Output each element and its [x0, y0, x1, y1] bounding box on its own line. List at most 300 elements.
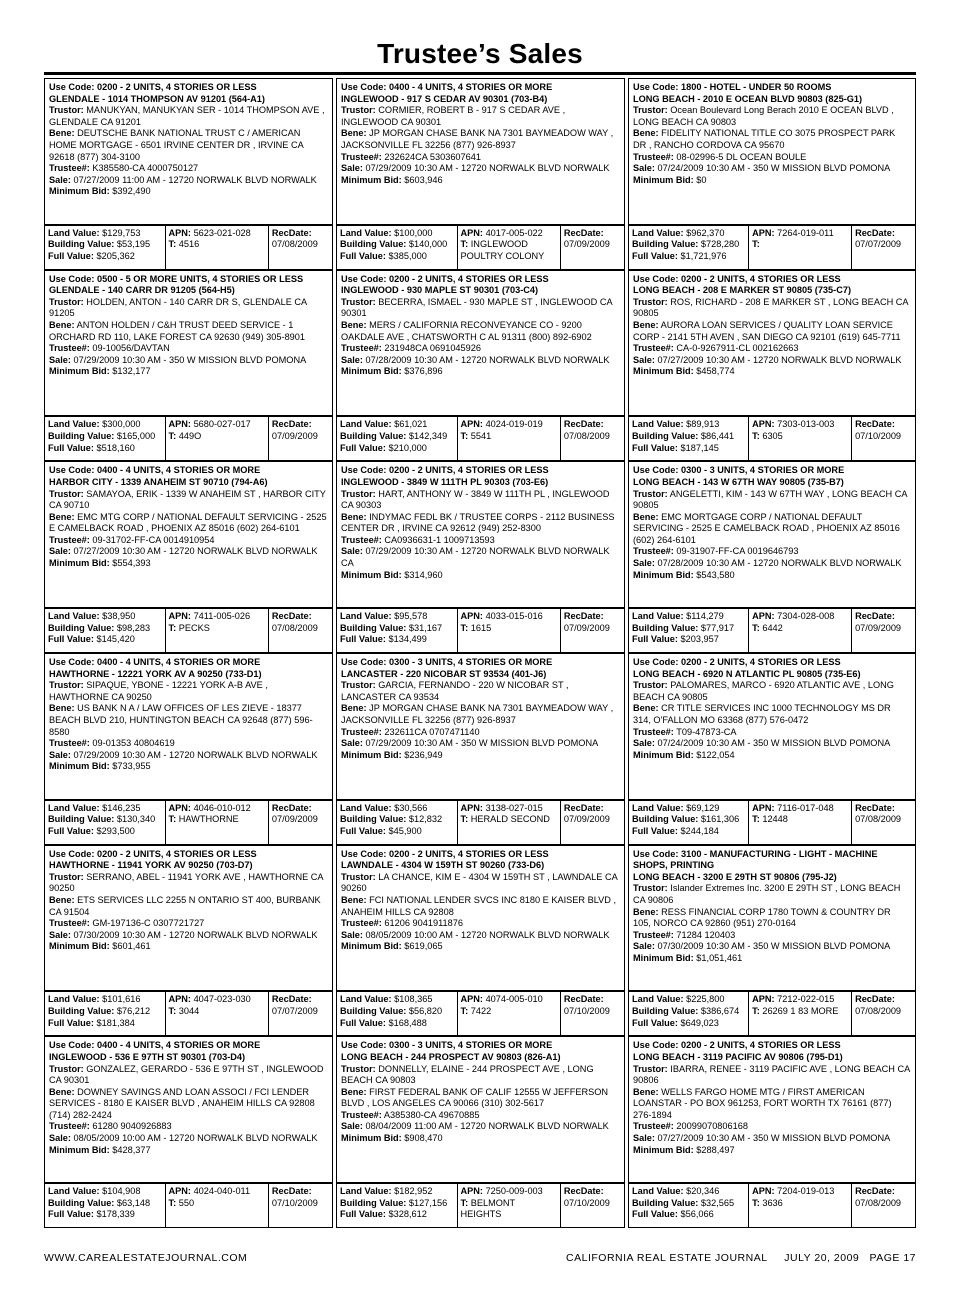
- apn-value: 4024-019-019: [485, 419, 543, 430]
- bene-value: US BANK N A / LAW OFFICES OF LES ZIEVE - 18377 BEACH BLVD 210, HUNTINGTON BEACH CA 92648 (877) 596-8580: [49, 703, 313, 737]
- full-value: $45,900: [388, 825, 422, 836]
- t-label: T:: [460, 1005, 469, 1016]
- t-label: T:: [460, 1197, 469, 1208]
- full-value-label: Full Value:: [48, 634, 94, 645]
- footer-publication: CALIFORNIA REAL ESTATE JOURNAL JULY 20, 2009 PAGE 17: [566, 1252, 916, 1264]
- address-line: [341, 94, 620, 106]
- apn-line: [461, 228, 557, 240]
- full-value-line: [340, 443, 454, 455]
- trustee-value: 09-31702-FF-CA 0014910954: [92, 534, 215, 545]
- sale-value: 07/29/2009 10:30 AM - 12720 NORWALK BLVD NORWALK: [73, 749, 318, 760]
- full-value-line: [48, 443, 162, 455]
- building-value: $165,000: [116, 430, 156, 441]
- sale-label: Sale:: [341, 738, 363, 749]
- listing-card: [628, 845, 916, 1037]
- listing-details: [337, 846, 624, 991]
- full-value-label: Full Value:: [48, 825, 94, 836]
- rec-date-value-line: [564, 623, 621, 635]
- listing-card: [628, 270, 916, 462]
- sale-line: [633, 941, 911, 953]
- trustor-line: [49, 872, 328, 895]
- land-value-label: Land Value:: [632, 419, 684, 430]
- sale-label: Sale:: [49, 749, 71, 760]
- listing-values: [337, 224, 624, 269]
- building-value-line: [48, 1006, 162, 1018]
- apn-value: 7264-019-011: [777, 227, 834, 238]
- use-code-line: [633, 1040, 911, 1052]
- rec-date-column: [269, 992, 332, 1035]
- land-value-line: [340, 1186, 454, 1198]
- use-code-line: [633, 657, 911, 669]
- property-address: INGLEWOOD - 536 E 97TH ST 90301 (703-D4): [49, 1051, 246, 1062]
- apn-value: 4074-005-010: [485, 994, 543, 1005]
- trustee-value: CA0936631-1 1009713593: [384, 534, 495, 545]
- land-value-label: Land Value:: [48, 802, 100, 813]
- trustee-label: Trustee#:: [633, 726, 674, 737]
- use-code-line: [341, 82, 620, 94]
- use-code: Use Code: 0200 - 2 UNITS, 4 STORIES OR LESS: [633, 1040, 841, 1051]
- property-address: LAWNDALE - 4304 W 159TH ST 90260 (733-D6): [341, 860, 545, 871]
- property-address: GLENDALE - 140 CARR DR 91205 (564-H5): [49, 285, 235, 296]
- listing-values: [629, 990, 915, 1035]
- rec-date-column: [852, 801, 915, 844]
- rec-date-label: RecDate:: [271, 611, 312, 621]
- full-value: $134,499: [388, 634, 427, 645]
- land-value-label: Land Value:: [340, 1186, 392, 1196]
- building-value: $32,565: [700, 1197, 735, 1208]
- min-bid-label: Minimum Bid:: [49, 1144, 110, 1155]
- trustor-line: [633, 680, 911, 703]
- t-value: 4516: [178, 239, 200, 250]
- t-label: T:: [752, 1197, 760, 1208]
- listing-card: [628, 461, 916, 653]
- apn-value: 7116-017-048: [777, 802, 834, 813]
- min-bid-value: $543,580: [696, 569, 735, 580]
- min-bid-value: $376,896: [404, 366, 443, 377]
- listing-card: [44, 653, 333, 845]
- listing-card: [44, 1036, 333, 1228]
- trustee-value: CA-0-9267911-CL 002162663: [676, 343, 799, 354]
- values-column: [337, 1184, 458, 1227]
- t-line: [169, 814, 265, 826]
- sale-line: [49, 355, 328, 367]
- values-column: [337, 992, 458, 1035]
- bene-line: [49, 128, 328, 163]
- trustee-label: Trustee#:: [633, 151, 674, 162]
- building-value-label: Building Value:: [340, 239, 407, 250]
- min-bid-value: $0: [696, 174, 707, 185]
- trustee-label: Trustee#:: [49, 534, 90, 545]
- values-column: [337, 801, 458, 844]
- sale-value: 07/30/2009 10:30 AM - 350 W MISSION BLVD POMONA: [657, 941, 891, 952]
- rec-date-value: 07/08/2009: [855, 1005, 902, 1016]
- bene-line: [633, 512, 911, 547]
- use-code: Use Code: 0400 - 4 UNITS, 4 STORIES OR MORE: [341, 82, 553, 92]
- apn-value: 4046-010-012: [193, 802, 251, 813]
- bene-value: EMC MTG CORP / NATIONAL DEFAULT SERVICING - 2525 E CAMELBACK ROAD , PHOENIX AZ 85016 (602) 264-6101: [49, 511, 327, 534]
- rec-date-value: 07/09/2009: [855, 622, 902, 633]
- apn-value: 7303-013-003: [777, 419, 835, 430]
- trustor-line: [341, 680, 620, 703]
- t-value: BELMONT HEIGHTS: [460, 1197, 515, 1220]
- use-code-line: [49, 657, 328, 669]
- t-line: [752, 1198, 848, 1210]
- trustor-line: [341, 297, 620, 320]
- trustor-value: Ocean Boulevard Long Berach 2010 E OCEAN BLVD , LONG BEACH CA 90803: [633, 105, 894, 127]
- bene-value: FIDELITY NATIONAL TITLE CO 3075 PROSPECT PARK DR , RANCHO CORDOVA CA 95670: [633, 128, 896, 150]
- t-line: [461, 814, 557, 826]
- building-value-line: [340, 814, 454, 826]
- apn-column: [166, 417, 269, 460]
- land-value: $129,753: [102, 227, 141, 238]
- trustor-value: ANGELETTI, KIM - 143 W 67TH WAY , LONG BEACH CA 90805: [633, 488, 907, 511]
- bene-value: JP MORGAN CHASE BANK NA 7301 BAYMEADOW WAY , JACKSONVILLE FL 32256 (877) 926-8937: [341, 703, 614, 725]
- rec-date-value-line: [272, 1006, 329, 1018]
- trustor-label: Trustor:: [49, 105, 84, 116]
- bene-value: JP MORGAN CHASE BANK NA 7301 BAYMEADOW WAY , JACKSONVILLE FL 32256 (877) 926-8937: [341, 128, 614, 150]
- address-line: [633, 872, 911, 884]
- rec-date-label: RecDate:: [855, 802, 895, 813]
- use-code: Use Code: 0200 - 2 UNITS, 4 STORIES OR LESS: [341, 273, 549, 284]
- t-line: [752, 1006, 848, 1018]
- min-bid-value: $603,946: [404, 174, 443, 185]
- sale-value: 07/30/2009 10:30 AM - 12720 NORWALK BLVD NORWALK: [73, 929, 318, 940]
- use-code-line: [341, 274, 620, 286]
- sale-line: [341, 546, 620, 569]
- trustor-value: HART, ANTHONY W - 3849 W 111TH PL , INGLEWOOD CA 90303: [341, 488, 610, 511]
- min-bid-line: [633, 570, 911, 582]
- bene-label: Bene:: [633, 128, 659, 139]
- bene-line: [341, 320, 620, 343]
- bene-value: ETS SERVICES LLC 2255 N ONTARIO ST 400, BURBANK CA 91504: [49, 895, 321, 917]
- listing-card: [336, 653, 625, 845]
- trustee-label: Trustee#:: [633, 929, 674, 940]
- rec-date-value-line: [855, 431, 912, 443]
- rec-date-label-line: [272, 1186, 329, 1198]
- rec-date-column: [852, 226, 915, 269]
- sale-label: Sale:: [341, 1121, 363, 1132]
- rec-date-label: RecDate:: [563, 994, 604, 1005]
- t-line: [169, 1198, 265, 1210]
- trustee-label: Trustee#:: [49, 343, 90, 354]
- apn-line: [461, 803, 557, 815]
- rec-date-column: [269, 801, 332, 844]
- sale-label: Sale:: [341, 546, 363, 557]
- full-value-line: [340, 251, 454, 263]
- full-value-label: Full Value:: [632, 825, 678, 836]
- bene-label: Bene:: [341, 320, 367, 331]
- t-label: T:: [168, 430, 177, 441]
- address-line: [49, 477, 328, 489]
- full-value-label: Full Value:: [632, 1017, 678, 1028]
- apn-column: [166, 801, 269, 844]
- rec-date-label: RecDate:: [271, 994, 312, 1005]
- sale-line: [341, 1121, 620, 1133]
- property-address: INGLEWOOD - 3849 W 111TH PL 90303 (703-E6): [341, 476, 549, 487]
- rec-date-label-line: [272, 994, 329, 1006]
- listing-values: [45, 1182, 332, 1227]
- bene-line: [341, 128, 620, 151]
- building-value-line: [48, 623, 162, 635]
- sale-line: [633, 355, 911, 367]
- rec-date-value-line: [272, 1198, 329, 1210]
- rec-date-column: [852, 1184, 915, 1227]
- rec-date-label: RecDate:: [271, 802, 312, 813]
- rec-date-value-line: [855, 1006, 912, 1018]
- listings-grid: [44, 78, 916, 1228]
- land-value-label: Land Value:: [48, 227, 100, 238]
- apn-line: [169, 994, 265, 1006]
- apn-line: [752, 1186, 848, 1198]
- trustor-value: MANUKYAN, MANUKYAN SER - 1014 THOMPSON AVE , GLENDALE CA 91201: [49, 105, 325, 127]
- land-value: $38,950: [102, 611, 136, 621]
- rec-date-column: [269, 609, 332, 652]
- land-value-line: [340, 994, 454, 1006]
- building-value-line: [340, 431, 454, 443]
- apn-line: [752, 994, 848, 1006]
- rec-date-label-line: [855, 803, 912, 815]
- trustor-value: GONZALEZ, GERARDO - 536 E 97TH ST , INGLEWOOD CA 90301: [49, 1063, 324, 1086]
- use-code-line: [49, 274, 328, 286]
- bene-label: Bene:: [49, 1086, 75, 1097]
- trustor-line: [341, 872, 620, 895]
- full-value-label: Full Value:: [48, 442, 94, 453]
- full-value-label: Full Value:: [340, 442, 386, 453]
- land-value: $101,616: [102, 994, 141, 1005]
- building-value: $53,195: [116, 239, 151, 250]
- apn-column: [458, 801, 561, 844]
- rec-date-label-line: [272, 419, 329, 431]
- apn-value: 7304-028-008: [777, 611, 835, 621]
- full-value-label: Full Value:: [48, 250, 94, 261]
- use-code: Use Code: 0300 - 3 UNITS, 4 STORIES OR MORE: [341, 657, 553, 667]
- trustor-label: Trustor:: [633, 1063, 668, 1074]
- building-value-line: [48, 1198, 162, 1210]
- use-code-line: [633, 274, 911, 286]
- building-value: $130,340: [116, 814, 156, 825]
- building-value-label: Building Value:: [632, 430, 699, 441]
- building-value: $728,280: [700, 239, 740, 250]
- building-value-line: [340, 1006, 454, 1018]
- sale-label: Sale:: [633, 941, 655, 952]
- t-label: T:: [460, 239, 469, 250]
- full-value: $203,957: [680, 634, 719, 645]
- sale-value: 08/05/2009 10:00 AM - 12720 NORWALK BLVD NORWALK: [365, 929, 610, 940]
- min-bid-line: [633, 366, 911, 378]
- trustor-line: [341, 1064, 620, 1087]
- address-line: [341, 285, 620, 297]
- apn-label: APN:: [752, 802, 775, 813]
- t-value: 26269 1 83 MORE: [762, 1005, 839, 1016]
- land-value: $182,952: [394, 1186, 433, 1196]
- bene-value: DOWNEY SAVINGS AND LOAN ASSOCI / FCI LENDER SERVICES - 8180 E KAISER BLVD , ANAHEIM HILLS CA 92808 (714) 282-2424: [49, 1086, 315, 1120]
- t-label: T:: [168, 239, 177, 250]
- rec-date-label-line: [564, 228, 621, 240]
- building-value: $63,148: [116, 1197, 151, 1208]
- trustor-label: Trustor:: [633, 105, 668, 116]
- t-line: [461, 239, 557, 262]
- building-value-line: [48, 431, 162, 443]
- values-column: [629, 801, 749, 844]
- trustee-line: [633, 546, 911, 558]
- building-value: $76,212: [116, 1005, 151, 1016]
- building-value-line: [340, 623, 454, 635]
- full-value-label: Full Value:: [48, 1017, 94, 1028]
- use-code: Use Code: 3100 - MANUFACTURING - LIGHT - MACHINE SHOPS, PRINTING: [633, 848, 878, 871]
- t-line: [752, 239, 848, 251]
- sale-label: Sale:: [633, 163, 655, 174]
- apn-column: [166, 1184, 269, 1227]
- trustee-line: [633, 152, 911, 164]
- apn-label: APN:: [460, 419, 483, 430]
- trustor-label: Trustor:: [341, 871, 376, 882]
- building-value-label: Building Value:: [48, 622, 115, 633]
- bene-value: EMC MORTGAGE CORP / NATIONAL DEFAULT SERVICING - 2525 E CAMELBACK ROAD , PHOENIX AZ 85016 (602) 264-6101: [633, 511, 900, 545]
- full-value-label: Full Value:: [632, 250, 678, 261]
- sale-label: Sale:: [49, 174, 71, 185]
- building-value: $161,306: [700, 814, 740, 825]
- rec-date-value-line: [564, 239, 621, 251]
- full-value-line: [632, 826, 745, 838]
- rec-date-label: RecDate:: [271, 419, 312, 430]
- rec-date-label-line: [564, 419, 621, 431]
- trustee-value: 232624CA 5303607641: [384, 151, 481, 162]
- min-bid-line: [49, 941, 328, 953]
- min-bid-line: [633, 750, 911, 762]
- building-value: $56,820: [408, 1005, 443, 1016]
- full-value-line: [48, 634, 162, 646]
- sale-value: 07/27/2009 10:30 AM - 350 W MISSION BLVD POMONA: [657, 1133, 891, 1144]
- building-value-line: [632, 1006, 745, 1018]
- trustor-value: IBARRA, RENEE - 3119 PACIFIC AVE , LONG BEACH CA 90806: [633, 1063, 910, 1086]
- listing-details: [629, 1037, 915, 1182]
- address-line: [633, 669, 911, 681]
- rec-date-column: [269, 226, 332, 269]
- full-value-label: Full Value:: [340, 250, 386, 261]
- listing-values: [629, 1182, 915, 1227]
- land-value-label: Land Value:: [340, 611, 392, 621]
- trustee-label: Trustee#:: [49, 1121, 90, 1132]
- rec-date-label: RecDate:: [855, 611, 895, 621]
- rec-date-label-line: [564, 803, 621, 815]
- trustee-label: Trustee#:: [341, 151, 382, 162]
- apn-label: APN:: [460, 994, 483, 1005]
- values-column: [45, 417, 166, 460]
- apn-label: APN:: [460, 802, 483, 813]
- rec-date-label: RecDate:: [855, 1186, 895, 1196]
- bene-label: Bene:: [633, 703, 659, 714]
- bene-label: Bene:: [633, 320, 659, 331]
- apn-line: [169, 228, 265, 240]
- trustee-value: 61280 9040926883: [92, 1121, 172, 1132]
- trustee-label: Trustee#:: [341, 918, 382, 929]
- footer-website: WWW.CAREALESTATEJOURNAL.COM: [44, 1252, 248, 1264]
- bene-label: Bene:: [633, 906, 659, 917]
- rec-date-value: 07/10/2009: [855, 430, 902, 441]
- trustor-label: Trustor:: [341, 680, 376, 691]
- trustee-label: Trustee#:: [633, 343, 674, 354]
- full-value-line: [48, 826, 162, 838]
- sale-line: [49, 1133, 328, 1145]
- full-value-line: [632, 1018, 745, 1030]
- sale-value: 07/27/2009 10:30 AM - 12720 NORWALK BLVD NORWALK: [657, 354, 902, 365]
- min-bid-line: [49, 1145, 328, 1157]
- t-value: 5541: [470, 430, 492, 441]
- listing-values: [45, 415, 332, 460]
- rec-date-value: 07/10/2009: [563, 1197, 610, 1208]
- land-value: $108,365: [394, 994, 433, 1005]
- land-value-line: [340, 611, 454, 623]
- rec-date-label: RecDate:: [563, 419, 604, 430]
- land-value: $69,129: [686, 802, 720, 813]
- apn-line: [461, 994, 557, 1006]
- listing-values: [45, 224, 332, 269]
- bene-label: Bene:: [633, 1086, 659, 1097]
- values-column: [337, 226, 458, 269]
- full-value-label: Full Value:: [340, 634, 386, 645]
- min-bid-value: $236,949: [404, 749, 443, 760]
- land-value-line: [48, 994, 162, 1006]
- values-column: [629, 1184, 749, 1227]
- apn-line: [461, 419, 557, 431]
- land-value: $104,908: [102, 1186, 141, 1196]
- property-address: INGLEWOOD - 917 S CEDAR AV 90301 (703-B4): [341, 93, 548, 104]
- building-value-line: [632, 431, 745, 443]
- trustor-line: [49, 1064, 328, 1087]
- trustor-label: Trustor:: [633, 680, 668, 691]
- rec-date-value: 07/09/2009: [271, 814, 318, 825]
- listing-details: [629, 846, 915, 991]
- min-bid-value: $554,393: [112, 558, 151, 569]
- apn-column: [166, 226, 269, 269]
- apn-value: 4024-040-011: [193, 1186, 251, 1196]
- min-bid-line: [341, 750, 620, 762]
- full-value: $385,000: [388, 250, 427, 261]
- building-value-line: [632, 814, 745, 826]
- property-address: INGLEWOOD - 930 MAPLE ST 90301 (703-C4): [341, 285, 539, 296]
- sale-line: [341, 738, 620, 750]
- min-bid-line: [341, 1133, 620, 1145]
- trustor-label: Trustor:: [341, 488, 376, 499]
- t-label: T:: [168, 814, 177, 825]
- trustor-line: [633, 1064, 911, 1087]
- rec-date-label-line: [855, 611, 912, 623]
- property-address: HAWTHORNE - 11941 YORK AV 90250 (703-D7): [49, 860, 253, 871]
- listing-card: [336, 270, 625, 462]
- t-value: 3044: [178, 1005, 200, 1016]
- rec-date-value-line: [272, 623, 329, 635]
- rec-date-label: RecDate:: [563, 611, 604, 621]
- building-value-line: [632, 239, 745, 251]
- trustee-line: [341, 918, 620, 930]
- rec-date-label: RecDate:: [563, 802, 604, 813]
- listing-card: [628, 78, 916, 270]
- t-line: [461, 623, 557, 635]
- rec-date-column: [561, 417, 624, 460]
- rec-date-value-line: [272, 814, 329, 826]
- bene-value: FCI NATIONAL LENDER SVCS INC 8180 E KAISER BLVD , ANAHEIM HILLS CA 92808: [341, 895, 617, 917]
- rec-date-label: RecDate:: [855, 419, 895, 430]
- apn-value: 7411-005-026: [193, 611, 251, 621]
- apn-value: 4017-005-022: [485, 227, 543, 238]
- sale-value: 07/24/2009 10:30 AM - 350 W MISSION BLVD POMONA: [657, 738, 891, 749]
- apn-label: APN:: [168, 227, 191, 238]
- apn-line: [752, 419, 848, 431]
- full-value: $168,488: [388, 1017, 427, 1028]
- listing-card: [44, 461, 333, 653]
- building-value-line: [340, 1198, 454, 1210]
- sale-line: [633, 558, 911, 570]
